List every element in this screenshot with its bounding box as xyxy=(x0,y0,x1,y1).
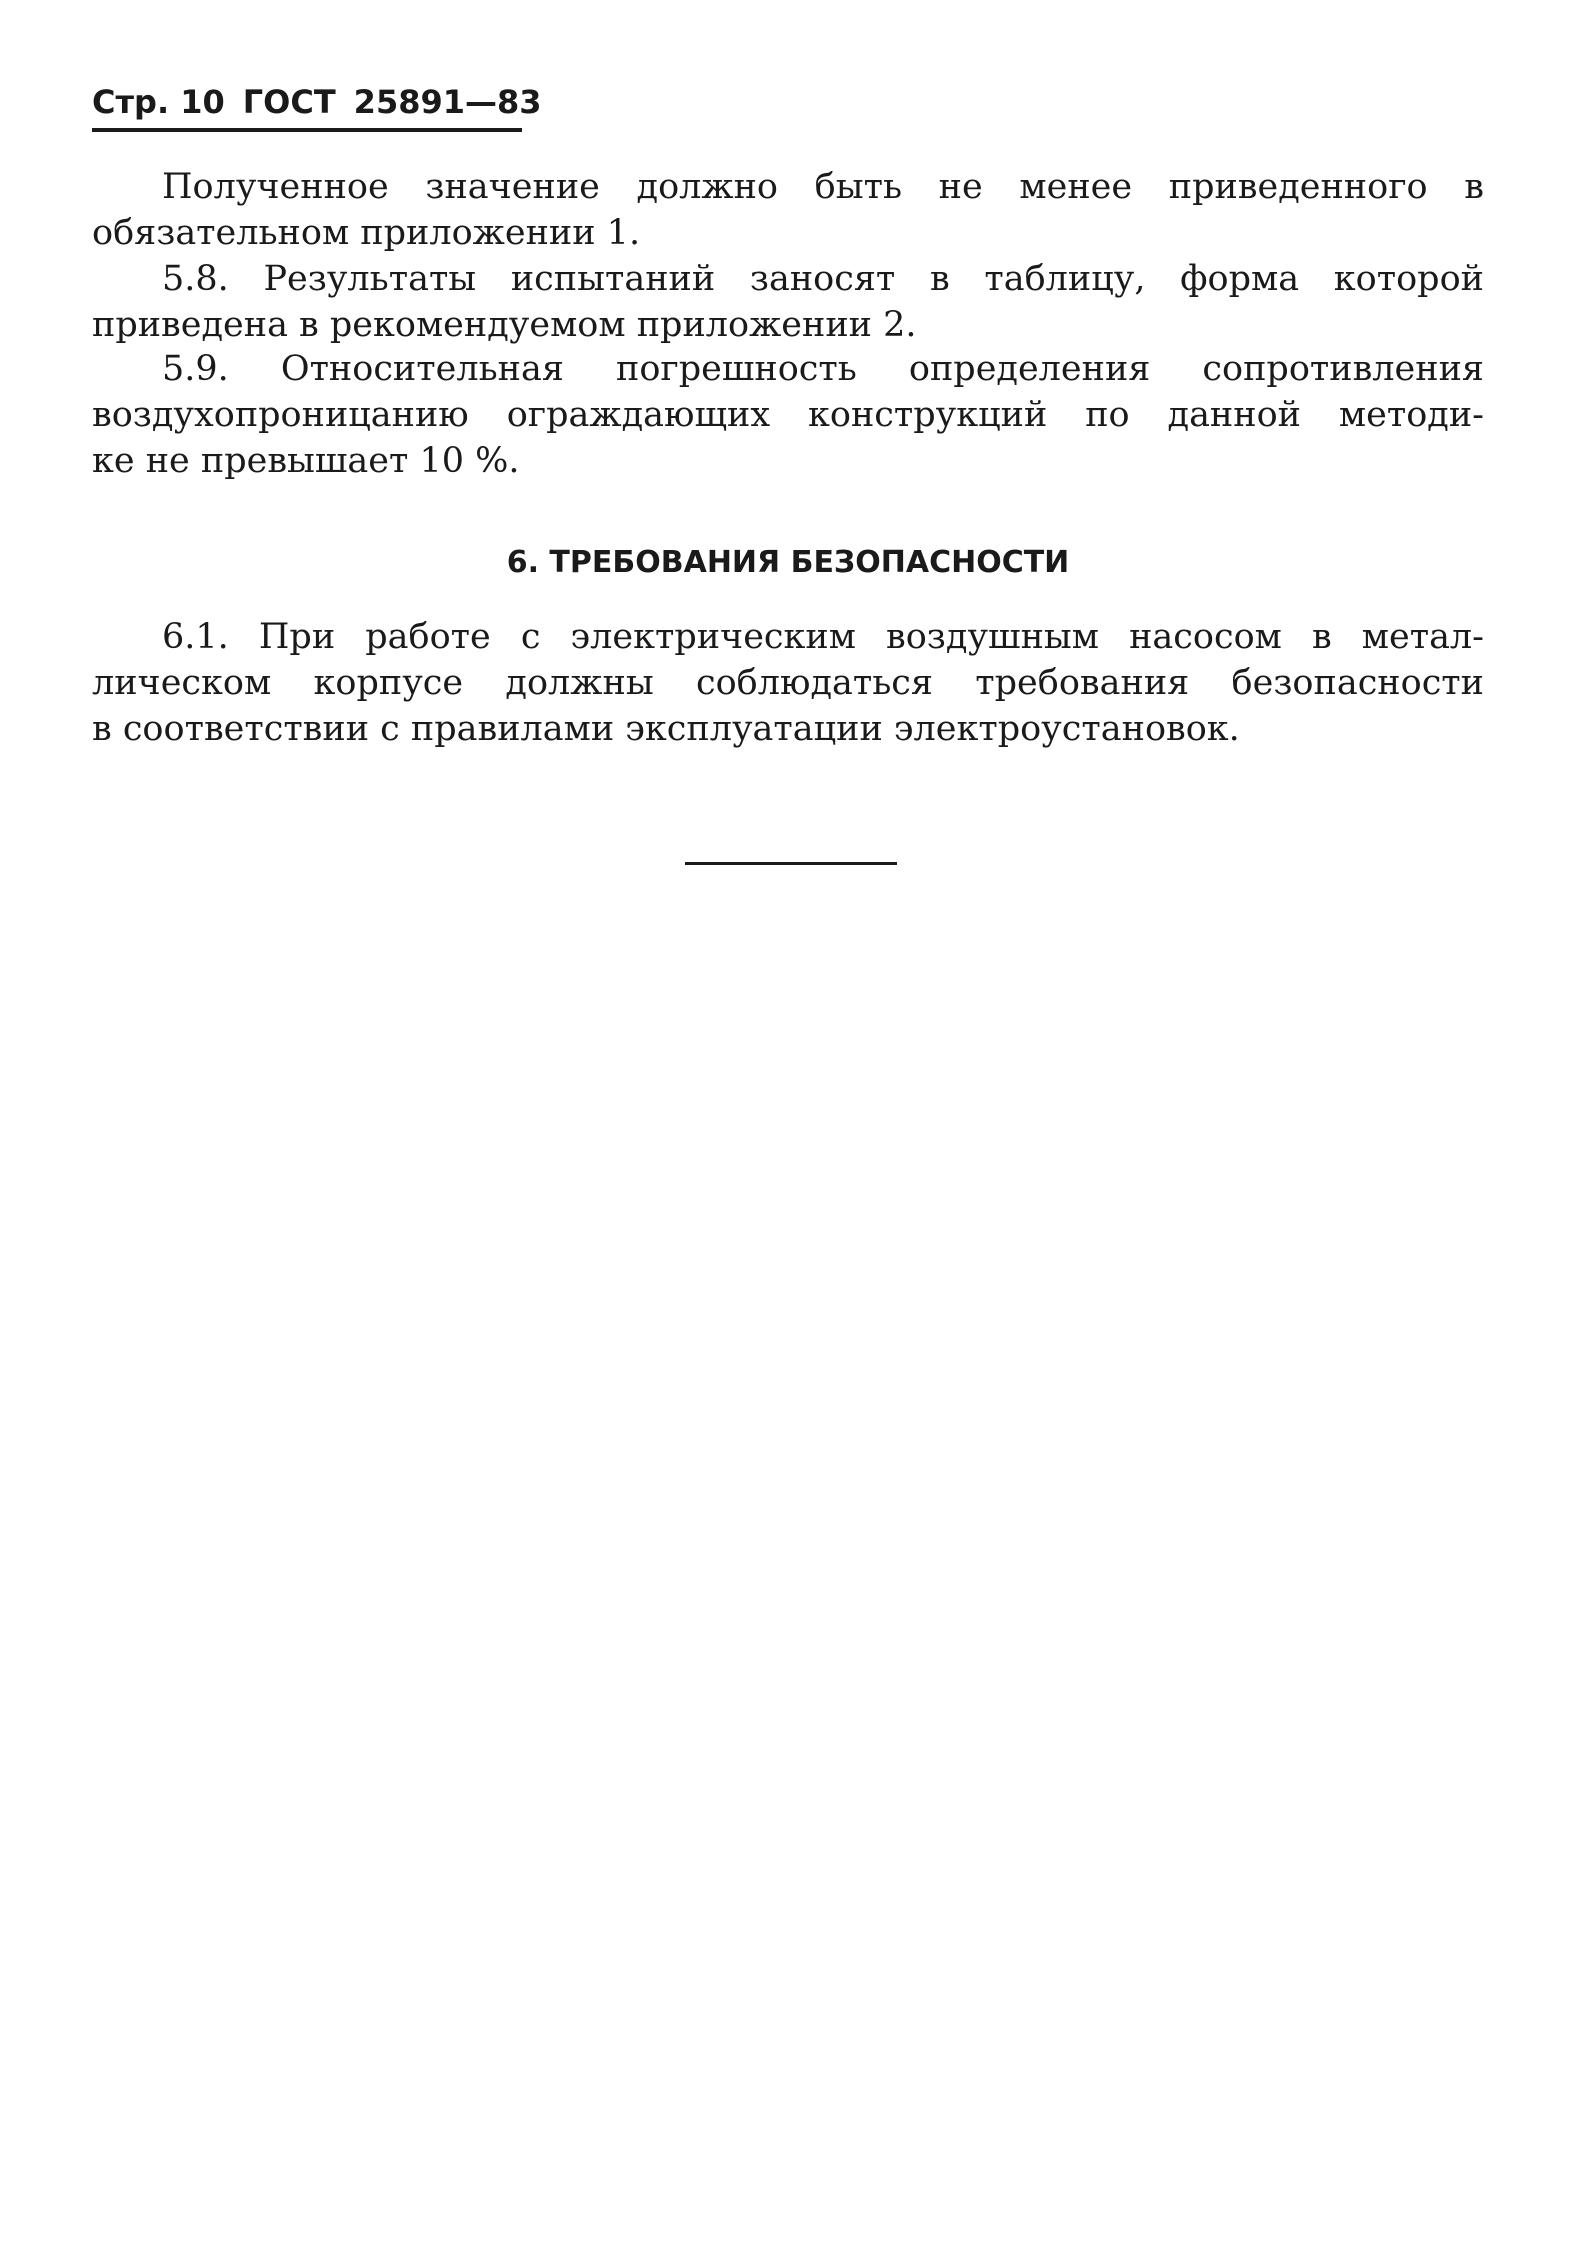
paragraph-line: лическом корпусе должны соблюдаться требования безопасности xyxy=(92,663,1484,703)
paragraph-intro xyxy=(92,164,1484,256)
page-header xyxy=(92,74,542,130)
standard-label: ГОСТ xyxy=(242,83,336,121)
paragraph-line: 5.8. Результаты испытаний заносят в таблицу, форма которой xyxy=(162,259,1484,299)
paragraph-line: в соответствии с правилами эксплуатации электроустановок. xyxy=(92,709,1240,749)
paragraph-line: обязательном приложении 1. xyxy=(92,213,641,253)
paragraph-line: 6.1. При работе с электрическим воздушным насосом в метал- xyxy=(162,617,1484,657)
paragraph-line: приведена в рекомендуемом приложении 2. xyxy=(92,305,917,345)
paragraph-line: ке не превышает 10 %. xyxy=(92,441,520,481)
paragraph-5-9 xyxy=(92,346,1484,484)
section-heading: 6. ТРЕБОВАНИЯ БЕЗОПАСНОСТИ xyxy=(506,545,1070,580)
end-of-text-rule xyxy=(685,862,897,865)
paragraph-line: Полученное значение должно быть не менее приведенного в xyxy=(162,167,1484,207)
paragraph-line: воздухопроницанию ограждающих конструкций по данной методи- xyxy=(92,395,1484,435)
paragraph-5-8 xyxy=(92,256,1484,348)
header-underline xyxy=(92,128,522,132)
paragraph-6-1 xyxy=(92,614,1484,752)
standard-number: 25891—83 xyxy=(353,83,542,121)
paragraph-line: 5.9. Относительная погрешность определения сопротивления xyxy=(162,349,1484,389)
page-number-label: Стр. 10 xyxy=(92,83,225,121)
